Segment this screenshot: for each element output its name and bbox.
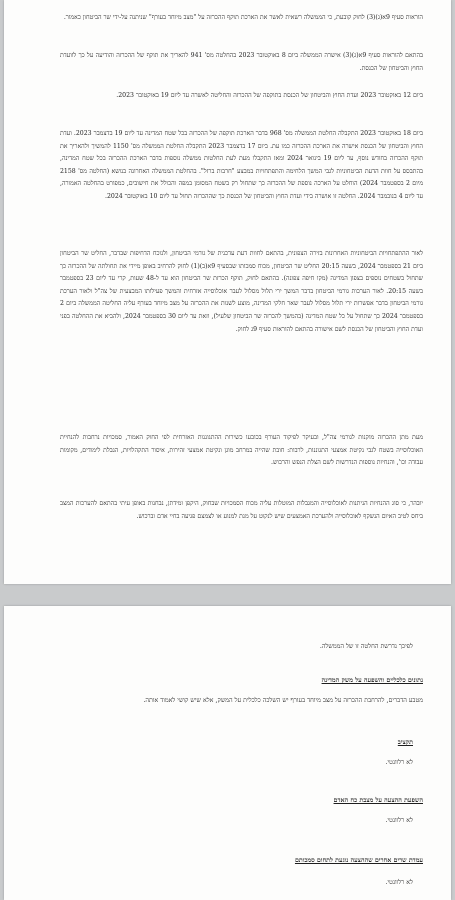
paragraph-government-approval: בהתאם להוראות סעיף 9א(ג)(3) אישרה הממשלה ביום 8 באוקטובר 2023 בהחלטה מס' 941 להאריך את תוקף של ההכרזה והודיעה על כך לוועדת החוץ והביטחון של הכנסת. <box>60 52 423 72</box>
conclusion-line: לפיכך נדרשת החלטה זו של הממשלה. <box>319 643 413 650</box>
section-heading-other-ministers: עמדת שרים אחרים שההצעה נוגעת לתחום סמכותם <box>294 857 423 864</box>
document-page-2 <box>4 606 451 900</box>
section-body-budget: לא רלוונטי. <box>385 759 413 766</box>
paragraph-committee-approval: ביום 12 באוקטובר 2023 ועדת החוץ והביטחון של הכנסת בתוקפה של ההכרזה והחליטה לאשרה עד ליום 19 באוקטובר 2023. <box>116 92 423 99</box>
document-page-1 <box>4 0 451 584</box>
section-heading-manpower: השפעת ההצעה על מצבת כח האדם <box>333 797 423 804</box>
section-heading-economic: נתונים כלכליים והשפעה על משק המדינה <box>321 677 423 684</box>
section-body-economic: מטבע הדברים, להרחבת ההכרזה על מצב מיוחד בעורף יש השלכה כלכלית על המשק, אלא שיש קושי לאמוד אותה. <box>143 697 423 704</box>
paragraph-northern-developments: לאור ההתפתחויות הביטחוניות האחרונות בזירה הצפונית, בהתאם לחוות דעת עדכנית של גורמי הביטחון, ולנוכח הדחיפות שבדבר, החליט שר הביטחון ביום 21 בספטמבר 2024, בשעה 20:15 החליט שר הביטחון, מכוח סמכותו שבסעיף 9א(ב)(1) לחוק להרחיב באופן מיידי את תחולתה של ההכרזה כך שתחול בשטחים נוספים בצפון המדינה (מקו חיפה צפונה). בהתאם לחוק, תוקף הכרזת שר הביטחון הוא עד ל-48 שעות, קרי עד ליום 23 בספטמבר בשעה 20:15. לאור הערכות גורמי הביטחון בדבר המשך ירי תלול מסלול לעבר אוכלוסייה אזרחית והמשך פעילותו המבצעית של צה"ל ולאור הערכת גורמי הביטחון בדבר אפשרות ירי תלול מסלול לעבר שאר חלקי המדינה, מוצע לשנות את ההכרזה על מצב מיוחד בעורף עליה החליטה הממשלה ביום 2 בספטמבר 2024 כך שתחול על כל שטח המדינה (בהמשך להכרזה שר הביטחון שלעיל), וזאת עד ליום 30 בספטמבר 2024, ולהביא את ההחלטה בפני ועדת החוץ והביטחון של הכנסת לשם אישורה בהתאם להוראות סעיף 9ג לחוק. <box>60 250 424 333</box>
paragraph-authority: הוראות סעיף 9א(ג)(3) לחוק קובעת, כי הממשלה רשאית לאשר את הארכת תוקף ההכרזה על "מצב מיוחד בעורף" שניתנה על-ידי שר הביטחון כאמור. <box>63 14 423 21</box>
section-body-manpower: לא רלוונטי. <box>385 817 413 824</box>
paragraph-extensions: ביום 18 באוקטובר 2023 התקבלה החלטת הממשלה מס' 968 בדבר הארכת תוקפה של ההכרזה בכל שטח המדינה עד ליום 19 בדצמבר 2023. ועדת החוץ והביטחון של הכנסת אישרה את הארכת ההכרזה כמו עת. ביום 17 בדצמבר 2023 התקבלה החלטת הממשלה מס' 1150 להמשיך ולהאריך את תוקף ההכרזה בחודש נוסף, עד ליום 19 בינואר 2024 ומאז התקבלו מעת לעת החלטות ממשלה נוספות בדבר הארכת ההכרזה בכל שטח המדינה, בהתבסס על חוות הדעת הביטחוניות לגבי המשך הלחימה והתפתחויות במבצע "חרבות ברזל". בהחלטת הממשלה האחרונה בנושא (החלטה מס' 2158 מיום 2 בספטמבר 2024) הוחלט על הארכה נוספת של ההכרזה כך שתחול רק בשטח המסומן במפה והכולל את חישובים, כמפורט בהחלטה האמורה, עד ליום 4 בנובמבר 2024. החלטה זו אושרה בידי ועדת החוץ והביטחון של הכנסת כך שההכרזה תחול עד ליום 10 באוקטובר 2024. <box>60 130 424 200</box>
paragraph-clarification: יובהר, כי סוג ההנחיות הניתנות לאוכלוסייה והמגבלות המוטלות עליה מכוח הסמכויות שבחוק, היקפן ומידתן, נבחנות באופן עיתי בהתאם להערכות המצב ביחס לטיב האיום הנשקף לאוכלוסייה ולהערכת האמצעים שיש לנקוט על מנת למנוע או לצמצם פגיעה בחיי אדם וברכוש. <box>60 500 423 520</box>
section-body-other-ministers: לא רלוונטי. <box>385 879 413 886</box>
paragraph-idf-powers: מעת מתן ההכרזה מוקנות לגורמי צה"ל, ובעיקר לפיקוד העורף בכובעו כשירות ההתגוננות האזרחית לפי החוק האמור, סמכויות נרחבות להנחיית האוכלוסייה בשטח לגבי נקיטת אמצעי התגוננות, לרבות: חובת שהייה במרחב מוגן ונקיטת אמצעי זהירות, איסור התקהלויות, הגבלת לימודים, מקומות עבודה וכו', והנחיות נוספות הנדרשות לשם הצלת הנפש והרכוש. <box>60 434 423 467</box>
section-heading-budget: תקציב <box>397 739 413 746</box>
